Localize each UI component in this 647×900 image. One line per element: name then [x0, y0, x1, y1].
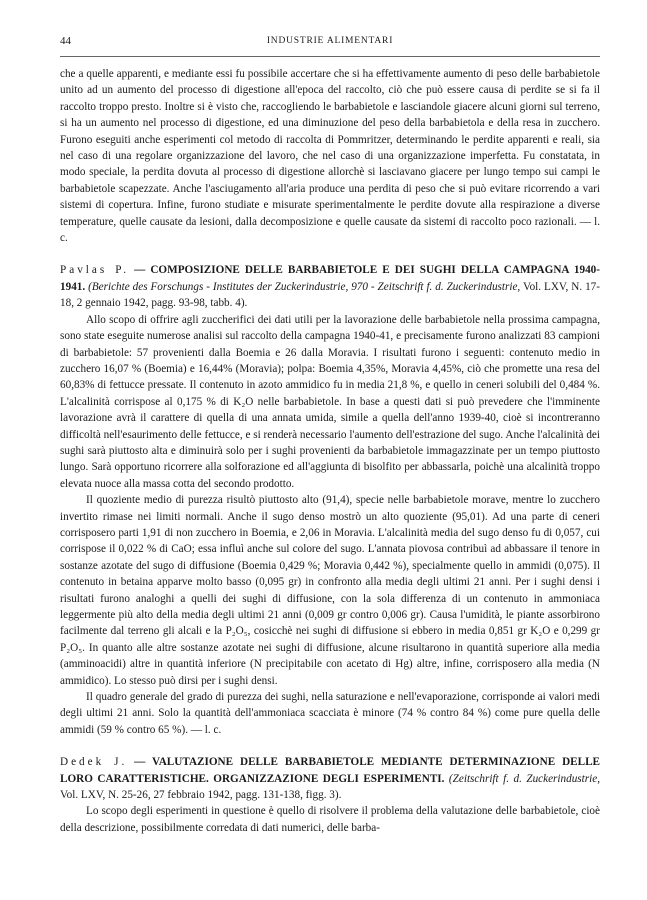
- entry-1-paragraph-1: Allo scopo di offrire agli zuccherifici dei dati utili per la lavorazione delle barbabietole nella prossima campagna, sono state eseguite numerose analisi sul raccolto della campagna 1940-41, e precisamente furono analizzati 83 campioni di barbabietole: 57 provenienti dalla Boemia e 26 dalla Moravia. I risultati furono i seguenti: contenuto medio in zucchero 16,07 % (Boemia) e 16,44% (Moravia); polpa: Boemia 4,35%, Moravia 4,45%, ciò che promette una resa del 60,83% di fettucce pressate. Il contenuto in azoto ammidico fu in media 21,8 %, e quello in ceneri solubili del 0,484 %. L'alcalinità corrispose al 0,175 % di K₂O nelle barbabietole. In base a questi dati si può prevedere che l'imminente lavorazione avrà il carattere di quella di una annata umida, simile a quella dell'anno 1939-40, cioè si incontreranno difficoltà nell'esaurimento delle fettucce, e si renderà necessario l'aumento dell'estrazione del sugo. Anche l'alcalinità dei sughi sarà piuttosto alta e diminuirà solo per i sughi provenienti da barbabietole immagazzinate per un tempo piuttosto lungo. Sarà opportuno ricorrere alla solforazione ed all'aggiunta di bisolfito per abbassarla, poichè una alcalinità troppo elevata nuoce alla massa cotta del secondo prodotto.: [60, 313, 600, 490]
- running-title: INDUSTRIE ALIMENTARI: [266, 36, 394, 46]
- page-number: 44: [60, 35, 71, 47]
- entry-2-title: — VALUTAZIONE DELLE BARBABIETOLE MEDIANTE DETERMINAZIONE DELLE LORO CARATTERISTICHE. ORGANIZZAZIONE DEGLI ESPERIMENTI.: [60, 756, 600, 785]
- running-header: [60, 35, 600, 51]
- intro-paragraph: che a quelle apparenti, e mediante essi fu possibile accertare che si ha effettivamente aumento di peso delle barbabietole unito ad un aumento del processo di digestione all'epoca del raccolto, ciò che può essere causa di perdite se si fa il raccolto troppo presto. Inoltre si è visto che, raccogliendo le barbabietole e lasciandole giacere alcuni giorni sul terreno, si ha un aumento nel processo di digestione, ed una diminuzione del peso della barbabietola e della resa in zucchero. Furono eseguiti anche esperimenti col metodo di raccolta di Pommritzer, determinando le perdite apparenti e reali, sia nel caso di una regolare organizzazione del lavoro, che nel caso di una organizzazione imperfetta. Fu constatata, in modo speciale, la perdita dovuta al processo di digestione allorchè si lasciavano giacere per lungo tempo sui campi le barbabietole scapezzate. Anche l'asciugamento all'aria produce una perdita di peso che si può evitare ricorrendo a vari sistemi di copertura. Infine, furono studiate e misurate sperimentalmente le perdite dovute alla respirazione a diverse temperature, quelle causate da lesioni, dalla decomposizione e quelle causate da sistemi di raccolto poco razionali. — l. c.: [60, 68, 600, 245]
- entry-2-author: Dedek J.: [60, 756, 128, 769]
- entry-2-heading: [60, 754, 600, 803]
- header-rule: [60, 56, 600, 57]
- entry-1-source-italic: (Berichte des Forschungs - Institutes der Zuckerindustrie, 970 - Zeitschrift f. d. Zuckerindustrie,: [88, 280, 521, 293]
- entry-1-source: Vol. LXV, N. 17-18, 2 gennaio 1942, pagg. 93-98, tabb. 4).: [60, 280, 600, 310]
- entry-2-source-italic: (Zeitschrift f. d. Zuckerindustrie,: [448, 772, 600, 785]
- entry-1-title: — COMPOSIZIONE DELLE BARBABIETOLE E DEI SUGHI DELLA CAMPAGNA 1940-1941.: [60, 264, 601, 293]
- page-body: [60, 66, 600, 836]
- entry-2-source: Vol. LXV, N. 25-26, 27 febbraio 1942, pagg. 131-138, figg. 3).: [60, 789, 342, 802]
- entry-1-paragraph-3: Il quadro generale del grado di purezza dei sughi, nella saturazione e nell'evaporazione, corrisponde ai valori medi degli ultimi 21 anni. Solo la quantità dell'ammoniaca scacciata è minore (74 % contro 84 %) come pure quella delle ammidi (59 % contro 65 %). — l. c.: [60, 691, 600, 736]
- entry-1-author: Pavlas P.: [60, 264, 130, 277]
- entry-2-paragraph-1: Lo scopo degli esperimenti in questione è quello di risolvere il problema della valutazione delle barbabietole, cioè della descrizione, possibilmente corredata di dati numerici, delle barba-: [60, 805, 600, 834]
- entry-1-heading: [60, 262, 600, 311]
- entry-1-paragraph-2: Il quoziente medio di purezza risultò piuttosto alto (91,4), specie nelle barbabietole morave, mentre lo zucchero invertito rimase nei limiti normali. Anche il sugo denso mostrò un alto quoziente (95,01). Ad una parte di ceneri corrisposero parti 1,91 di non zucchero in Boemia, e 2,06 in Moravia. L'alcalinità media del sugo denso fu di 0,057, cui corrispose il 0,022 % di CaO; essa influì anche sul colore del sugo. L'annata piovosa contribuì ad abbassare il tenore in sostanze azotate del sugo di diffusione (Boemia 0,429 %; Moravia 0,442 %), specialmente quello in ammidi (0,075). Il contenuto in betaina apparve molto basso (0,095 gr) in confronto alla media degli ultimi 21 anni. Per i sughi densi i risultati furono analoghi a quelli dei sughi di diffusione, con la sola differenza di un contenuto in ammoniaca leggermente più alto della media degli ultimi 21 anni (0,009 gr contro 0,006 gr). Causa l'umidità, le piante assorbirono facilmente dal terreno gli alcali e la P₂O₅, cosicchè nei sughi di diffusione si ebbero in media 0,851 gr K₂O e 0,299 gr P₂O₅. In quanto alle altre sostanze azotate nei sughi di diffusione, alcune risultarono in quantità superiore alla media (amminoacidi) altre in quantità inferiore (N precipitabile con acetato di Hg) altre, infine, corrisposero alla media (N ammidico). Lo stesso può dirsi per i sughi densi.: [60, 494, 600, 687]
